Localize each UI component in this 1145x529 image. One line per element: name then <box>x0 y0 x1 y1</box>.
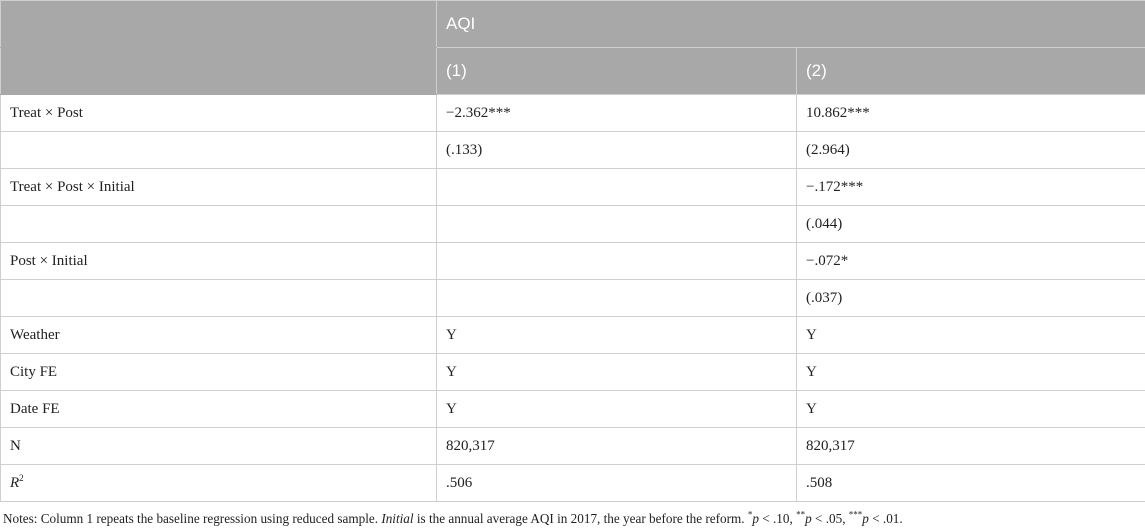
r-symbol: R <box>10 474 20 491</box>
cell-col1: Y <box>437 391 797 428</box>
table-row <box>1 280 1145 317</box>
table-row <box>1 391 1145 428</box>
table-row <box>1 132 1145 169</box>
cell-col2: 820,317 <box>797 428 1145 465</box>
table-row <box>1 243 1145 280</box>
cell-col2: 10.862*** <box>797 95 1145 132</box>
table-row <box>1 169 1145 206</box>
row-label: Date FE <box>1 391 437 428</box>
row-label <box>1 280 437 317</box>
header-corner-cell <box>1 1 437 48</box>
cell-col2: −.172*** <box>797 169 1145 206</box>
cell-col1: Y <box>437 354 797 391</box>
cell-col1: 820,317 <box>437 428 797 465</box>
row-label: Post × Initial <box>1 243 437 280</box>
sig-level-3-stars: *** <box>848 509 863 520</box>
cell-col2: .508 <box>797 465 1145 502</box>
row-label-r-squared <box>1 465 437 502</box>
table-row <box>1 317 1145 354</box>
table-header <box>1 1 1145 95</box>
column-number-1: (1) <box>437 48 797 95</box>
table-row <box>1 95 1145 132</box>
sig-level-1-stars: * <box>747 509 753 520</box>
cell-col1 <box>437 280 797 317</box>
sig-level-2-stars: ** <box>796 509 806 520</box>
cell-col1: .506 <box>437 465 797 502</box>
cell-col1 <box>437 169 797 206</box>
row-label: City FE <box>1 354 437 391</box>
header-row-column-numbers <box>1 48 1145 95</box>
table-row <box>1 428 1145 465</box>
r-squared-exponent: 2 <box>19 472 24 483</box>
cell-col2: −.072* <box>797 243 1145 280</box>
table-row <box>1 465 1145 502</box>
sig-level-2-threshold: < .05, <box>811 511 849 526</box>
dependent-variable-label: AQI <box>437 1 1145 48</box>
p-symbol: p <box>752 511 759 526</box>
cell-col2: (.044) <box>797 206 1145 243</box>
p-symbol: p <box>862 511 869 526</box>
row-label: Treat × Post × Initial <box>1 169 437 206</box>
sig-level-3-threshold: < .01. <box>868 511 903 526</box>
row-label: Treat × Post <box>1 95 437 132</box>
row-label: Weather <box>1 317 437 354</box>
table-notes <box>3 511 903 527</box>
p-symbol: p <box>805 511 812 526</box>
column-number-2: (2) <box>797 48 1145 95</box>
row-label <box>1 132 437 169</box>
cell-col2: Y <box>797 391 1145 428</box>
notes-text-part2: is the annual average AQI in 2017, the year before the reform. <box>413 511 748 526</box>
row-label <box>1 206 437 243</box>
notes-text-part1: Notes: Column 1 repeats the baseline regression using reduced sample. <box>3 511 382 526</box>
cell-col1 <box>437 243 797 280</box>
cell-col1: Y <box>437 317 797 354</box>
cell-col2: (2.964) <box>797 132 1145 169</box>
table-row <box>1 354 1145 391</box>
table-body <box>1 95 1145 502</box>
table-row <box>1 206 1145 243</box>
cell-col2: (.037) <box>797 280 1145 317</box>
header-corner-cell <box>1 48 437 95</box>
cell-col1 <box>437 206 797 243</box>
header-row-dependent-variable <box>1 1 1145 48</box>
notes-initial-term: Initial <box>381 511 414 526</box>
cell-col1: −2.362*** <box>437 95 797 132</box>
row-label: N <box>1 428 437 465</box>
cell-col1: (.133) <box>437 132 797 169</box>
cell-col2: Y <box>797 354 1145 391</box>
sig-level-1-threshold: < .10, <box>758 511 797 526</box>
cell-col2: Y <box>797 317 1145 354</box>
